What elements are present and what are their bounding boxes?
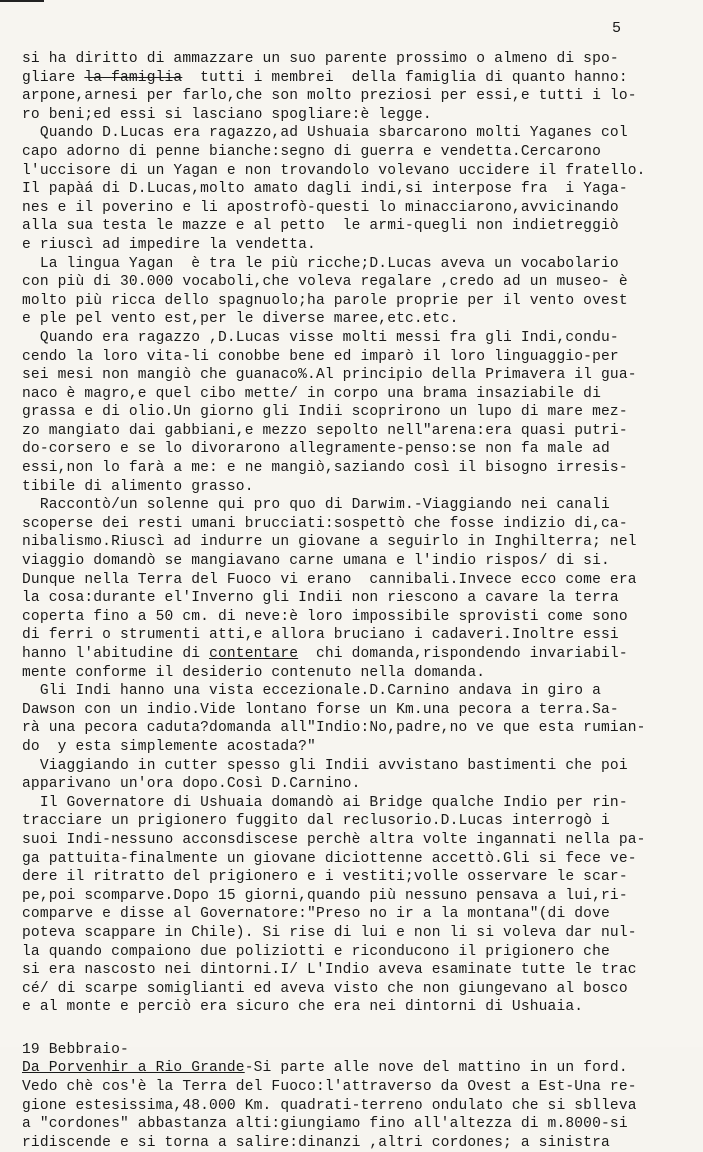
text-line: naco è magro,e quel cibo mette/ in corpo una brama insaziabile di xyxy=(22,385,601,402)
text-line: Dunque nella Terra del Fuoco vi erano cannibali.Invece ecco come era xyxy=(22,571,637,588)
text-segment: chi domanda,rispondendo invariabil- xyxy=(298,646,628,662)
text-line: e riuscì ad impedire la vendetta. xyxy=(22,236,316,253)
text-line: Vedo chè cos'è la Terra del Fuoco:l'attraverso da Ovest a Est-Una re- xyxy=(22,1079,637,1096)
text-line: nibalismo.Riuscì ad indurre un giovane a seguirlo in Inghilterra; nel xyxy=(22,534,637,551)
corner-mark xyxy=(0,0,44,2)
page-number: 5 xyxy=(612,20,622,37)
text-line: viaggio domandò se mangiavano carne umana e l'indio rispos/ di si. xyxy=(22,553,610,570)
text-line: tracciare un prigionero fuggito dal reclusorio.D.Lucas interrogò i xyxy=(22,813,610,830)
text-line xyxy=(22,645,694,664)
struck-text: la famiglia xyxy=(84,69,183,86)
text-segment: -Si parte alle nove del mattino in un ford. xyxy=(244,1060,628,1077)
text-line: scoperse dei resti umani brucciati:sospettò che fosse indizio di,ca- xyxy=(22,515,628,532)
section-gap xyxy=(22,1017,694,1041)
text-line: Viaggiando in cutter spesso gli Indii avvistano bastimenti che poi xyxy=(22,757,628,774)
text-line: essi,non lo farà a me: e ne mangiò,saziando così il bisogno irresis- xyxy=(22,460,628,477)
text-line: sei mesi non mangiò che guanaco%.Al principio della Primavera il gua- xyxy=(22,367,637,384)
text-line: e ple pel vento est,per le diverse maree,etc.etc. xyxy=(22,311,459,328)
text-line: Quando D.Lucas era ragazzo,ad Ushuaia sbarcarono molti Yaganes col xyxy=(22,125,628,142)
text-line: La lingua Yagan è tra le più ricche;D.Lucas aveva un vocabolario xyxy=(22,255,619,272)
text-line: do y esta simplemente acostada?" xyxy=(22,738,316,755)
text-line: capo adorno di penne bianche:segno di guerra e vendetta.Cercarono xyxy=(22,143,601,160)
text-line: ridiscende e si torna a salire:dinanzi ,altri cordones; a sinistra xyxy=(22,1134,610,1151)
text-line: cendo la loro vita-li conobbe bene ed imparò il loro linguaggio-per xyxy=(22,348,619,365)
text-line: la cosa:durante el'Inverno gli Indii non riescono a cavare la terra xyxy=(22,590,619,607)
text-line: tibile di alimento grasso. xyxy=(22,478,254,495)
text-line: pe,poi scomparve.Dopo 15 giorni,quando più nessuno pensava a lui,ri- xyxy=(22,887,628,904)
text-segment: hanno l'abitudine di xyxy=(22,646,210,662)
text-line: si era nascosto nei dintorni.I/ L'Indio aveva esaminate tutte le trac xyxy=(22,962,637,979)
text-line: apparivano un'ora dopo.Così D.Carnino. xyxy=(22,776,361,793)
text-line: la quando compaiono due poliziotti e riconducono il prigionero che xyxy=(22,943,610,960)
text-line xyxy=(22,69,694,88)
text-line: arpone,arnesi per farlo,che son molto preziosi per essi,e tutti i lo- xyxy=(22,88,637,105)
underlined-text: Da Porvenhir a Rio Grande xyxy=(22,1060,245,1077)
text-line: Dawson con un indio.Vide lontano forse un Km.una pecora a terra.Sa- xyxy=(22,701,619,718)
text-line: mente conforme il desiderio contenuto nella domanda. xyxy=(22,664,486,681)
document-body xyxy=(22,50,694,1152)
text-line: Quando era ragazzo ,D.Lucas visse molti messi fra gli Indi,condu- xyxy=(22,329,619,346)
text-segment: tutti i membrei della famiglia di quanto hanno: xyxy=(182,69,628,86)
text-line: gione estesissima,48.000 Km. quadrati-terreno ondulato che si sblleva xyxy=(22,1097,637,1114)
text-line: ro beni;ed essi si lasciano spogliare:è legge. xyxy=(22,106,432,123)
text-line: zo mangiato dai gabbiani,e mezzo sepolto nell"arena:era quasi putri- xyxy=(22,422,628,439)
text-line: nes e il poverino e li apostrofò-questi lo minacciarono,avvicinando xyxy=(22,199,619,216)
text-line: 19 Bebbraio- xyxy=(22,1041,129,1058)
underlined-text: contentare xyxy=(209,646,299,662)
text-line: comparve e disse al Governatore:"Preso no ir a la montana"(di dove xyxy=(22,906,610,923)
text-line: molto più ricca dello spagnuolo;ha parole proprie per il vento ovest xyxy=(22,292,628,309)
text-line: Raccontò/un solenne qui pro quo di Darwim.-Viaggiando nei canali xyxy=(22,497,610,514)
text-line: Gli Indi hanno una vista eccezionale.D.Carnino andava in giro a xyxy=(22,683,601,700)
text-line: suoi Indi-nessuno acconsdiscese perchè altra volte ingannati nella pa- xyxy=(22,831,646,848)
text-line xyxy=(22,1059,694,1078)
text-line: rà una pecora caduta?domanda all"Indio:No,padre,no ve que esta rumian- xyxy=(22,720,646,737)
text-line: di ferri o strumenti atti,e allora bruciano i cadaveri.Inoltre essi xyxy=(22,627,619,644)
text-line: coperta fino a 50 cm. di neve:è loro impossibile sprovisti come sono xyxy=(22,608,628,625)
text-line: cé/ di scarpe somiglianti ed aveva visto che non giungevano al bosco xyxy=(22,980,628,997)
text-line: si ha diritto di ammazzare un suo parente prossimo o almeno di spo- xyxy=(22,51,619,67)
text-line: Il Governatore di Ushuaia domandò ai Bridge qualche Indio per rin- xyxy=(22,794,628,811)
text-line: dere il ritratto del prigionero e i vestiti;volle osservare le scar- xyxy=(22,869,628,886)
text-line: Il papàá di D.Lucas,molto amato dagli indi,si interpose fra i Yaga- xyxy=(22,181,628,198)
text-line: do-corsero e se lo divorarono allegramente-penso:se non fa male ad xyxy=(22,441,610,458)
text-line: ga pattuita-finalmente un giovane diciottenne accettò.Gli si fece ve- xyxy=(22,850,637,867)
text-line: poteva scappare in Chile). Si rise di lui e non li si voleva dar nul- xyxy=(22,924,637,941)
text-line: l'uccisore di un Yagan e non trovandolo volevano uccidere il fratello. xyxy=(22,162,646,179)
text-line: con più di 30.000 vocaboli,che voleva regalare ,credo ad un museo- è xyxy=(22,274,628,291)
text-segment: gliare xyxy=(22,69,85,86)
text-line: e al monte e perciò era sicuro che era nei dintorni di Ushuaia. xyxy=(22,999,584,1016)
text-line: a "cordones" abbastanza alti:giungiamo fino all'altezza di m.8000-si xyxy=(22,1116,628,1133)
text-line: grassa e di olio.Un giorno gli Indii scoprirono un lupo di mare mez- xyxy=(22,404,628,421)
text-line: alla sua testa le mazze e al petto le armi-quegli non indietreggiò xyxy=(22,218,619,235)
